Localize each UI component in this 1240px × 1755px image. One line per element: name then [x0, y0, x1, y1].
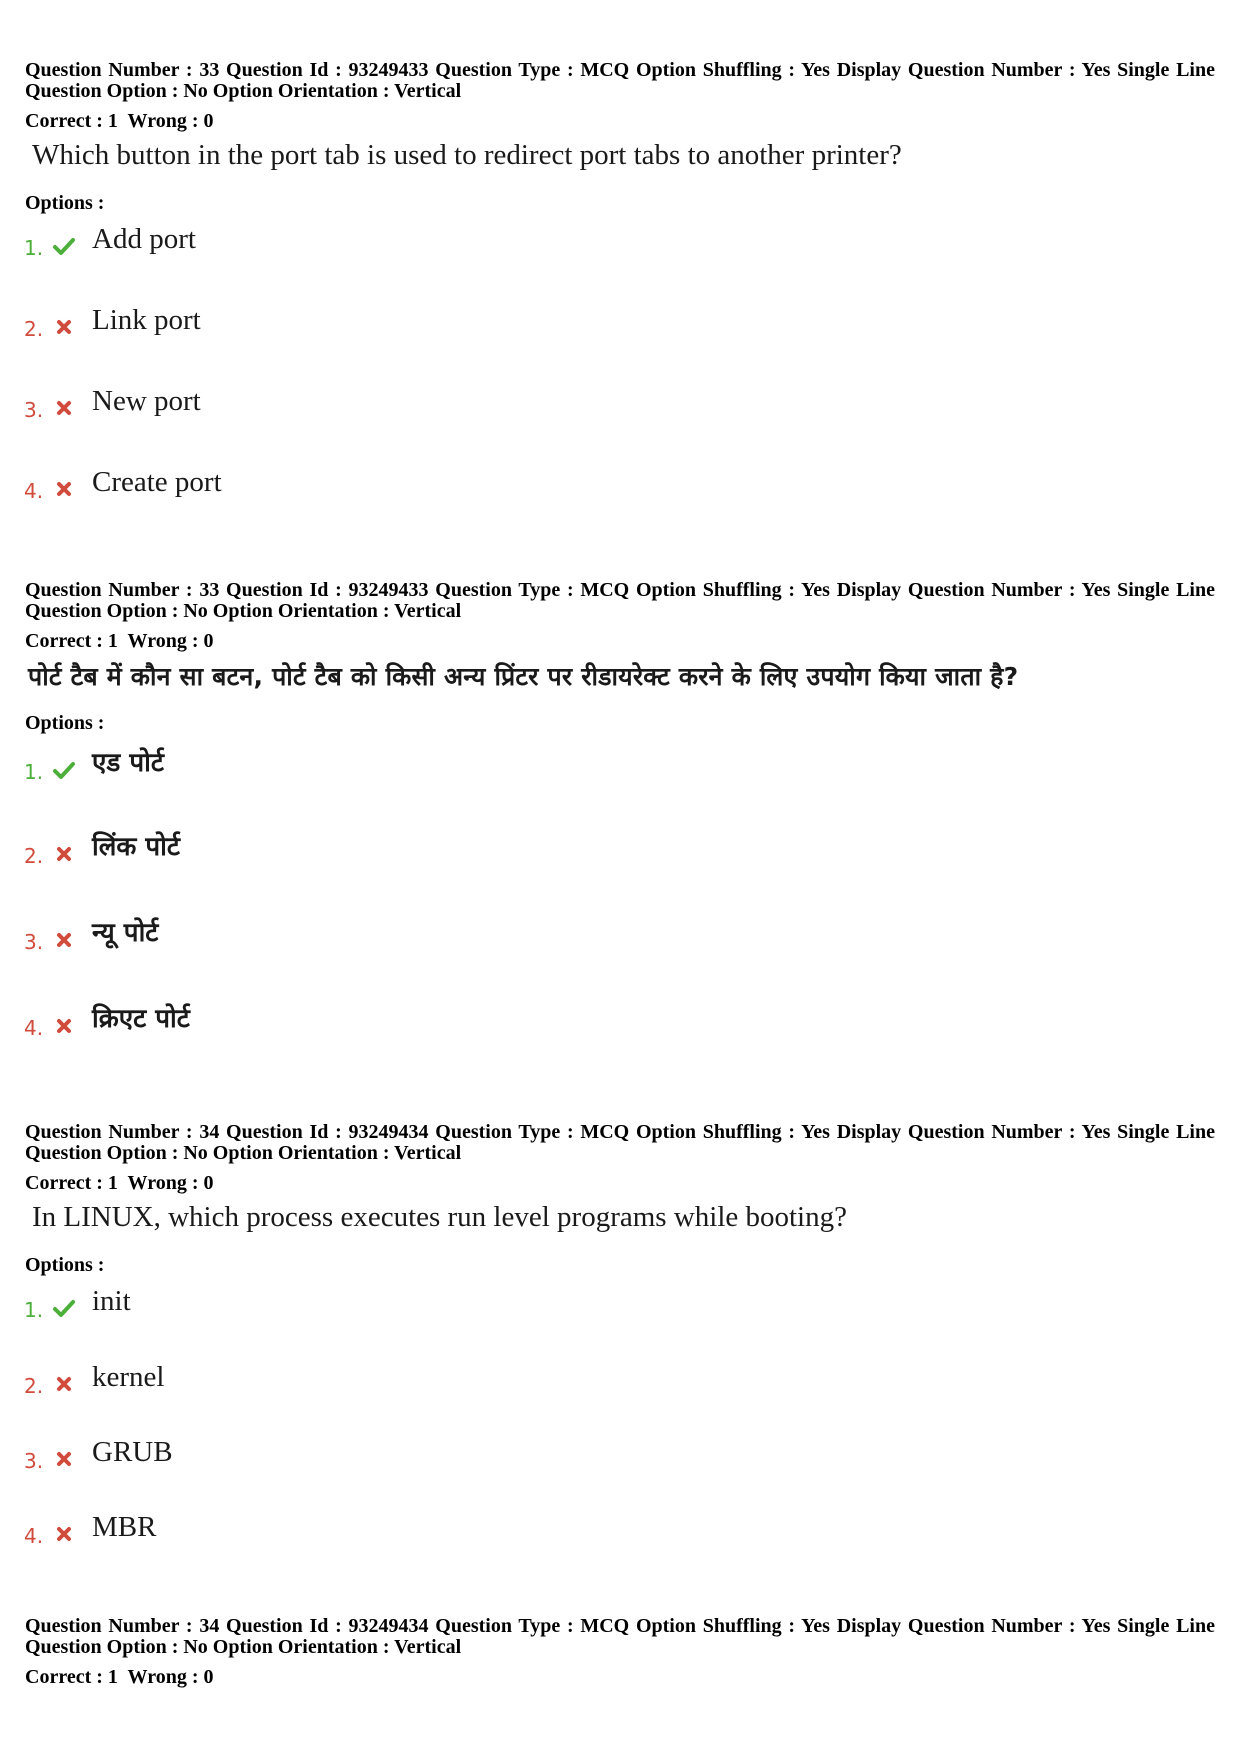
check-icon — [52, 1296, 76, 1320]
cross-icon — [52, 1447, 76, 1471]
marking-scheme: Correct : 1 Wrong : 0 — [25, 1666, 214, 1688]
cross-icon — [52, 928, 76, 952]
question-text: In LINUX, which process executes run level programs while booting? — [32, 1201, 847, 1233]
cross-icon — [52, 1014, 76, 1038]
option-2 — [0, 303, 600, 343]
question-meta: Question Number : 33 Question Id : 93249433 Question Type : MCQ Option Shuffling : Yes Display Question Number : Yes Single Line Question Option : No Option Orientation : Vertical — [25, 59, 1215, 102]
option-number: 4. — [24, 1016, 44, 1040]
option-2 — [0, 1360, 600, 1400]
option-1 — [0, 746, 600, 786]
question-meta: Question Number : 33 Question Id : 93249433 Question Type : MCQ Option Shuffling : Yes Display Question Number : Yes Single Line Question Option : No Option Orientation : Vertical — [25, 579, 1215, 622]
options-label: Options : — [25, 712, 105, 734]
option-3 — [0, 1435, 600, 1475]
option-text: Link port — [92, 304, 201, 336]
check-icon — [52, 234, 76, 258]
option-text: Add port — [92, 223, 196, 255]
option-4 — [0, 1002, 600, 1042]
option-number: 1. — [24, 1298, 44, 1322]
question-text: Which button in the port tab is used to redirect port tabs to another printer? — [32, 139, 902, 171]
option-text: Create port — [92, 466, 222, 498]
option-text: न्यू पोर्ट — [92, 918, 159, 948]
option-text: लिंक पोर्ट — [92, 832, 180, 862]
option-number: 4. — [24, 479, 44, 503]
option-text: kernel — [92, 1361, 165, 1393]
cross-icon — [52, 396, 76, 420]
option-number: 1. — [24, 760, 44, 784]
option-number: 1. — [24, 236, 44, 260]
option-text: एड पोर्ट — [92, 748, 164, 778]
cross-icon — [52, 842, 76, 866]
option-4 — [0, 465, 600, 505]
question-meta: Question Number : 34 Question Id : 93249434 Question Type : MCQ Option Shuffling : Yes Display Question Number : Yes Single Line Question Option : No Option Orientation : Vertical — [25, 1615, 1215, 1658]
question-text: पोर्ट टैब में कौन सा बटन, पोर्ट टैब को किसी अन्य प्रिंटर पर रीडायरेक्ट करने के लिए उपयोग किया जाता है? — [28, 662, 1019, 691]
cross-icon — [52, 1522, 76, 1546]
marking-scheme: Correct : 1 Wrong : 0 — [25, 110, 214, 132]
check-icon — [52, 758, 76, 782]
option-4 — [0, 1510, 600, 1550]
option-text: MBR — [92, 1511, 157, 1543]
option-number: 4. — [24, 1524, 44, 1548]
option-2 — [0, 830, 600, 870]
question-meta: Question Number : 34 Question Id : 93249434 Question Type : MCQ Option Shuffling : Yes Display Question Number : Yes Single Line Question Option : No Option Orientation : Vertical — [25, 1121, 1215, 1164]
option-number: 3. — [24, 930, 44, 954]
options-label: Options : — [25, 192, 105, 214]
option-text: क्रिएट पोर्ट — [92, 1004, 190, 1034]
option-number: 3. — [24, 398, 44, 422]
option-number: 2. — [24, 317, 44, 341]
option-text: New port — [92, 385, 201, 417]
option-number: 3. — [24, 1449, 44, 1473]
option-3 — [0, 916, 600, 956]
options-label: Options : — [25, 1254, 105, 1276]
marking-scheme: Correct : 1 Wrong : 0 — [25, 630, 214, 652]
option-number: 2. — [24, 1374, 44, 1398]
option-number: 2. — [24, 844, 44, 868]
cross-icon — [52, 315, 76, 339]
option-1 — [0, 222, 600, 262]
cross-icon — [52, 1372, 76, 1396]
marking-scheme: Correct : 1 Wrong : 0 — [25, 1172, 214, 1194]
option-text: GRUB — [92, 1436, 173, 1468]
option-text: init — [92, 1285, 131, 1317]
option-3 — [0, 384, 600, 424]
option-1 — [0, 1284, 600, 1324]
cross-icon — [52, 477, 76, 501]
